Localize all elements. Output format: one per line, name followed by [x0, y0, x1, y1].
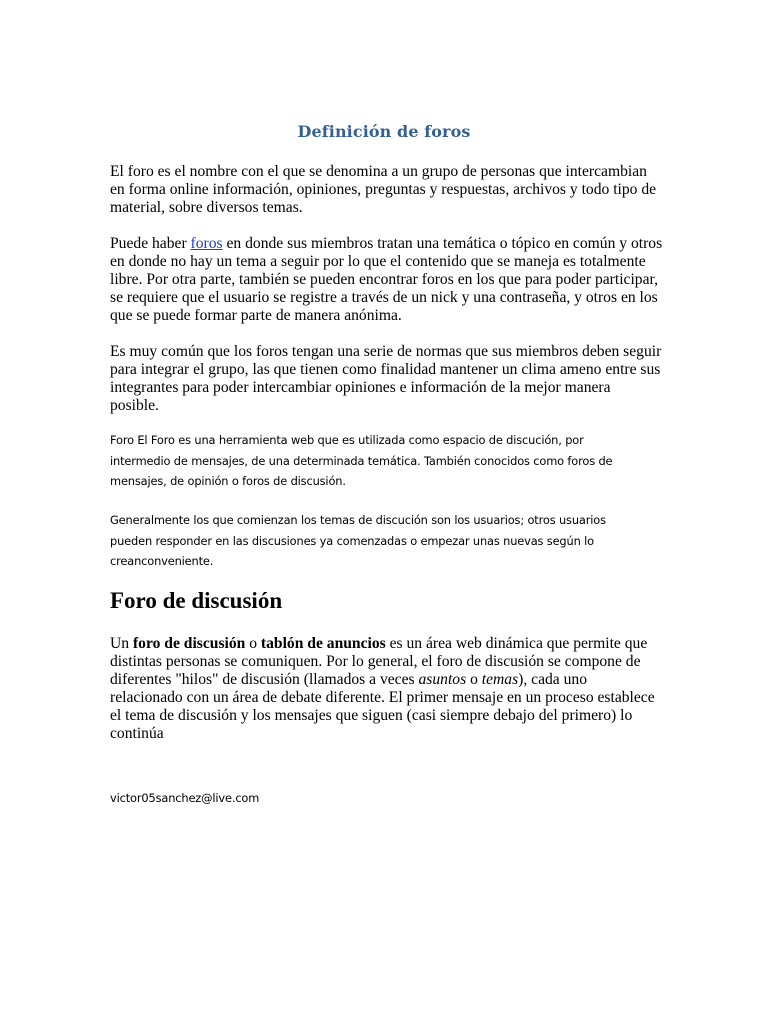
text-span: Puede haber — [110, 235, 191, 252]
text-line: distintas personas se comuniquen. Por lo general, el foro de discusión se compone de — [110, 653, 641, 670]
text-span: o — [245, 635, 261, 652]
text-line — [110, 235, 662, 253]
text-line: intermedio de mensajes, de una determinada temática. También conocidos como foros de — [110, 453, 613, 468]
text-line: Foro El Foro es una herramienta web que es utilizada como espacio de discución, por — [110, 433, 584, 447]
text-line — [110, 671, 662, 689]
text-span: diferentes "hilos" de discusión (llamados a veces — [110, 671, 419, 688]
text-line: en forma online información, opiniones, preguntas y respuestas, archivos y todo tipo de — [110, 181, 657, 198]
text-line: mensajes, de opinión o foros de discusión. — [110, 474, 346, 488]
text-line: Generalmente los que comienzan los temas de discución son los usuarios; otros usuarios — [110, 513, 606, 527]
foros-link[interactable]: foros — [190, 235, 223, 252]
text-line: en donde no hay un tema a seguir por lo que el contenido que se maneja es totalmente — [110, 253, 646, 270]
bold-term: tablón de anuncios — [260, 635, 386, 652]
paragraph-norms — [110, 343, 662, 415]
text-line: pueden responder en las discusiones ya comenzadas o empezar unas nuevas según lo — [110, 533, 594, 548]
page-title: Definición de foros — [297, 122, 471, 141]
text-span: en donde sus miembros tratan una temática o tópico en común y otros — [222, 235, 663, 252]
paragraph-discussion — [110, 635, 662, 743]
text-line: creanconveniente. — [110, 554, 214, 568]
paragraph-users — [110, 510, 670, 572]
paragraph-types — [110, 235, 662, 325]
text-line: libre. Por otra parte, también se pueden encontrar foros en los que para poder participar, — [110, 271, 658, 288]
text-line: Es muy común que los foros tengan una serie de normas que sus miembros deben seguir — [110, 343, 662, 360]
author-email: victor05sanchez@live.com — [110, 791, 260, 805]
text-span: o — [466, 671, 482, 688]
section-heading: Foro de discusión — [110, 588, 283, 613]
paragraph-definition — [110, 163, 662, 217]
italic-term: temas — [481, 671, 519, 688]
paragraph-tool — [110, 430, 670, 492]
text-span: ), cada uno — [518, 671, 587, 688]
text-span: Un — [110, 635, 133, 652]
text-line — [110, 635, 662, 653]
text-line: integrantes para poder intercambiar opiniones e información de la mejor manera — [110, 379, 611, 396]
text-line: se requiere que el usuario se registre a través de un nick y una contraseña, y otros en los — [110, 289, 658, 306]
text-line: relacionado con un área de debate diferente. El primer mensaje en un proceso establece — [110, 689, 655, 706]
text-line: que se puede formar parte de manera anónima. — [110, 307, 402, 324]
text-line: continúa — [110, 725, 164, 742]
text-span: es un área web dinámica que permite que — [385, 635, 648, 652]
text-line: El foro es el nombre con el que se denomina a un grupo de personas que intercambian — [110, 163, 647, 180]
text-line: para integrar el grupo, las que tienen como finalidad mantener un clima ameno entre sus — [110, 361, 661, 378]
bold-term: foro de discusión — [132, 635, 246, 652]
text-line: posible. — [110, 397, 159, 414]
italic-term: asuntos — [418, 671, 467, 688]
text-line: el tema de discusión y los mensajes que siguen (casi siempre debajo del primero) lo — [110, 707, 633, 724]
text-line: material, sobre diversos temas. — [110, 199, 303, 216]
